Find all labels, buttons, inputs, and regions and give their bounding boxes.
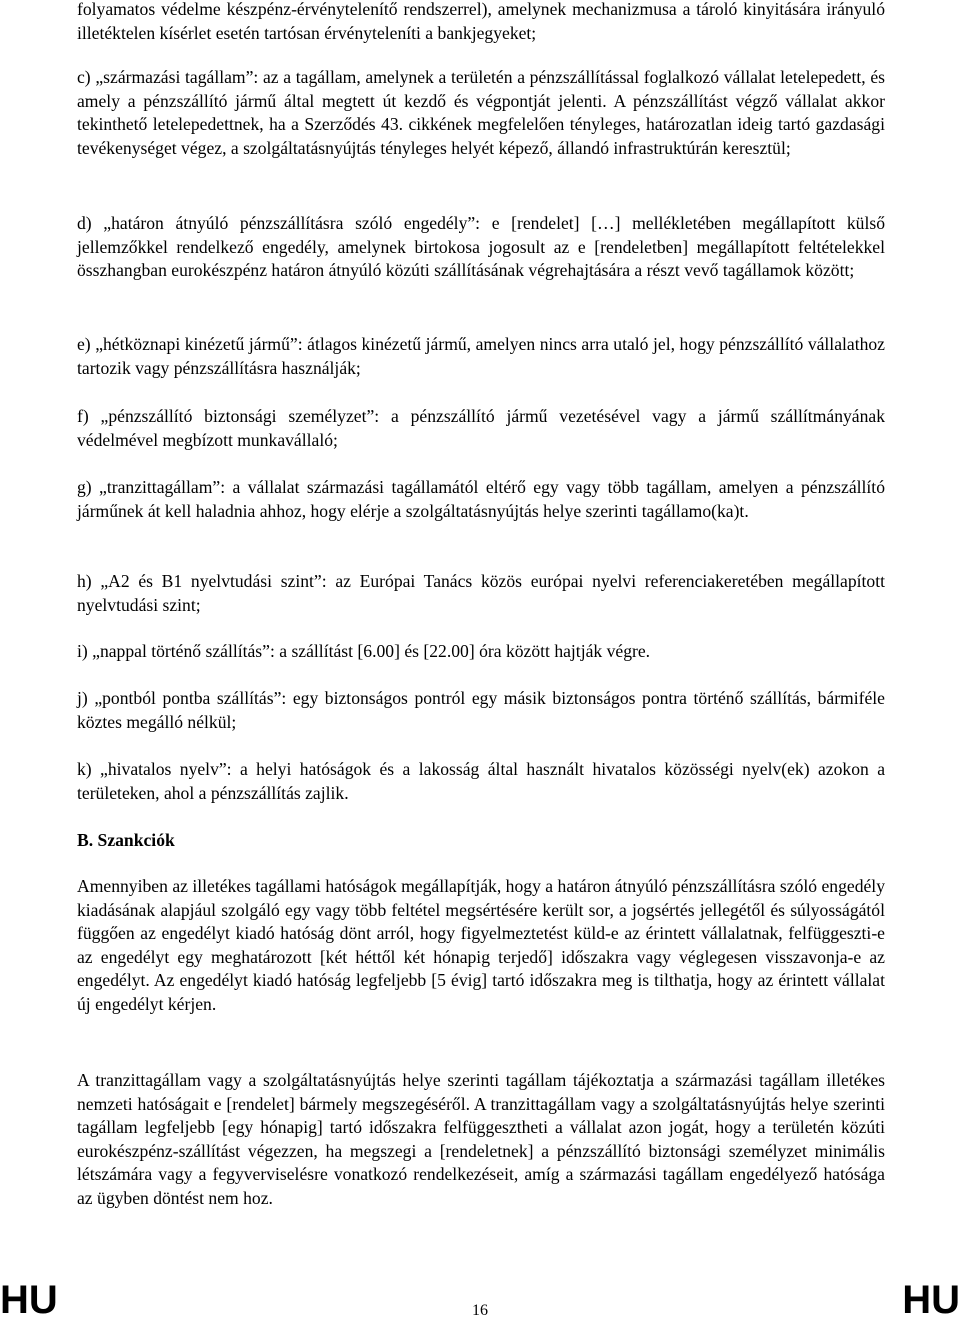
page-number: 16 bbox=[472, 1302, 488, 1319]
definition-g: g) „tranzittagállam”: a vállalat származási tagállamától eltérő egy vagy több tagállam, amelyen a pénzszállító járműnek át kell haladnia ahhoz, hogy elérje a szolgáltatásnyújtás helye szerinti tagállamo(ka)t. bbox=[77, 477, 885, 521]
definition-k: k) „hivatalos nyelv”: a helyi hatóságok és a lakosság által használt hivatalos közösségi nyelv(ek) azokon a területeken, ahol a pénzszállítás zajlik. bbox=[77, 759, 885, 803]
definition-e: e) „hétköznapi kinézetű jármű”: átlagos kinézetű jármű, amelyen nincs arra utaló jel, hogy pénzszállító vállalathoz tartozik vagy pénzszállításra használják; bbox=[77, 334, 885, 378]
definition-h: h) „A2 és B1 nyelvtudási szint”: az Európai Tanács közös európai nyelvi referenciakeretében megállapított nyelvtudási szint; bbox=[77, 571, 885, 615]
definition-f: f) „pénzszállító biztonsági személyzet”: a pénzszállító jármű vezetésével vagy a jármű szállítmányának védelmével megbízott munkavállaló; bbox=[77, 406, 885, 450]
section-heading: B. Szankciók bbox=[77, 830, 175, 850]
definition-d: d) „határon átnyúló pénzszállításra szóló engedély”: e [rendelet] […] mellékletében megállapított külső jellemzőkkel rendelkező engedély, amelynek birtokosa jogosult az e [rendeletben] megállapított feltételekkel összhangban eurokészpénz határon átnyúló közúti szállításának végrehajtására a részt vevő tagállamok között; bbox=[77, 213, 885, 281]
definition-i: i) „nappal történő szállítás”: a szállítást [6.00] és [22.00] óra között hajtják végre. bbox=[77, 641, 651, 661]
sanctions-paragraph-1: Amennyiben az illetékes tagállami hatóságok megállapítják, hogy a határon átnyúló pénzszállításra szóló engedély kiadásának alapjául szolgáló egy vagy több feltétel megsértésére került sor, a jogsértés jellegétől és súlyosságától függően az engedélyt kiadó hatóság dönt arról, hogy figyelmeztetést küld-e az érintett vállalatnak, felfüggeszti-e az engedélyt egy meghatározott [két héttől két hónapig terjedő] időszakra vagy véglegesen visszavonja-e az engedélyt. Az engedélyt kiadó hatóság legfeljebb [5 évig] tartó időszakra meg is tilthatja, hogy az érintett vállalat új engedélyt kérjen. bbox=[77, 876, 885, 1014]
paragraph-continuation: folyamatos védelme készpénz-érvénytelenítő rendszerrel), amelynek mechanizmusa a tároló kinyitására irányuló illetéktelen kísérlet esetén tartósan érvényteleníti a bankjegyeket; bbox=[77, 0, 885, 43]
sanctions-paragraph-2: A tranzittagállam vagy a szolgáltatásnyújtás helye szerinti tagállam tájékoztatja a származási tagállam illetékes nemzeti hatóságait e [rendelet] bármely megszegéséről. A tranzittagállam vagy a szolgáltatásnyújtás helye szerinti tagállam legfeljebb [egy hónapig] tartó időszakra felfüggesztheti a vállalat azon jogát, hogy a területén közúti eurokészpénz-szállítást végezzen, ha megszegi a [rendeletnek] a pénzszállító biztonsági személyzet minimális létszámára vagy a fegyverviselésre vonatkozó rendelkezéseit, amíg a származási tagállam engedélyező hatósága az ügyben döntést nem hoz. bbox=[77, 1070, 885, 1208]
footer-language-left: HU bbox=[0, 1278, 58, 1322]
definition-c: c) „származási tagállam”: az a tagállam, amelynek a területén a pénzszállítással foglalkozó vállalat letelepedett, és amely a pénzszállító jármű által megtett út kezdő és végpontját jelenti. A pénzszállítást végző vállalat akkor tekinthető letelepedettnek, ha a Szerződés 43. cikkének megfelelően tényleges, határozatlan ideig tartó gazdasági tevékenységet végez, a szolgáltatásnyújtás tényleges helyét képező, állandó infrastruktúrán keresztül; bbox=[77, 67, 885, 158]
definition-j: j) „pontból pontba szállítás”: egy biztonságos pontról egy másik biztonságos pontra történő szállítás, bármiféle köztes megálló nélkül; bbox=[77, 688, 885, 732]
footer-language-right: HU bbox=[902, 1278, 960, 1322]
